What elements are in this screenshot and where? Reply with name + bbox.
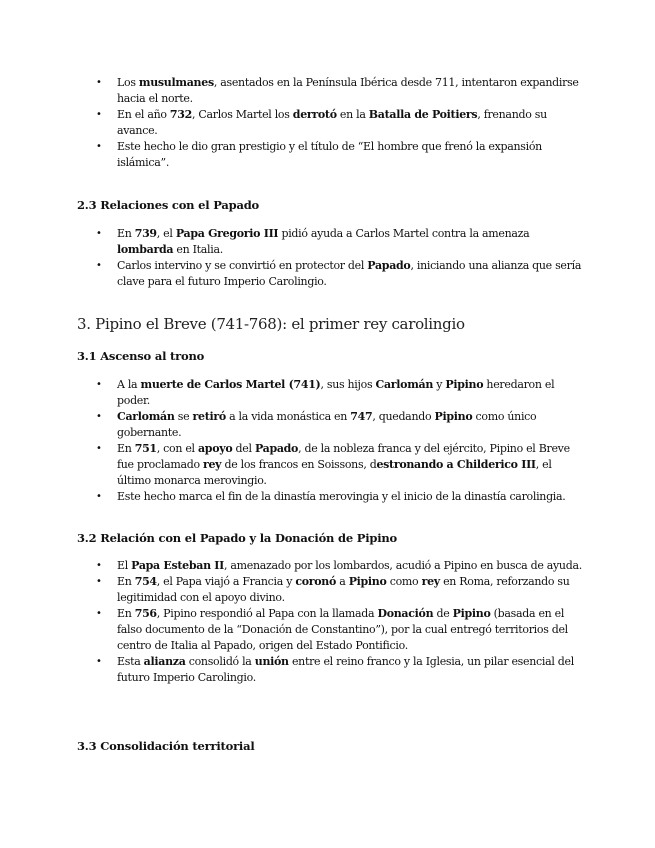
heading-3-3: 3.3 Consolidación territorial [77,739,255,753]
bold-text: retiró [192,410,226,423]
bold-text: Pipino [452,607,491,620]
text-segment: , el [156,227,176,240]
bold-text: Carlomán [375,378,434,391]
text-segment: a la vida monástica en [225,410,351,423]
bold-text: alianza [143,655,186,668]
text-segment: , de la nobleza franca y del ejército, Pipino el Breve fue proclamado [117,442,570,471]
list-item [0,75,655,107]
relaciones-papado-list [0,226,655,290]
list-item [0,107,655,139]
text-segment: entre el reino franco y la Iglesia, un pilar esencial del futuro Imperio Carolingio. [117,655,574,684]
bold-text: Papa Esteban II [131,559,225,572]
bold-text: 756 [134,607,157,620]
bold-text: Carlomán [117,410,175,423]
bold-text: Batalla de Poitiers [368,108,478,121]
ascenso-trono-list [0,377,655,505]
text-segment: En [117,227,135,240]
list-item [0,441,655,489]
bold-text: Papa Gregorio III [175,227,279,240]
text-segment: de los francos en Soissons, d [221,458,377,471]
text-segment: Carlos intervino y se convirtió en protector del [117,259,368,272]
bullet-list-intro [0,75,655,171]
bold-text: Papado [367,259,411,272]
list-item [0,574,655,606]
text-segment: En [117,575,135,588]
list-item [0,226,655,258]
text-segment: Los [117,76,139,89]
heading-2-3: 2.3 Relaciones con el Papado [77,198,260,212]
text-segment: (basada en el falso documento de la “Donación de Constantino”), por la cual entregó territorios del centro de Italia al Papado, origen del Estado Pontificio. [117,607,568,652]
bold-text: muerte de Carlos Martel (741) [140,378,321,391]
bold-text: derrotó [292,108,337,121]
text-segment: El [117,559,132,572]
text-segment: en Italia. [173,243,223,256]
bullet-list-3-1 [0,377,655,505]
list-item [0,558,655,574]
text-segment: pidió ayuda a Carlos Martel contra la amenaza [278,227,530,240]
text-segment: , el Papa viajó a Francia y [156,575,296,588]
heading-3-1: 3.1 Ascenso al trono [77,349,205,363]
list-item [0,139,655,171]
bold-text: 732 [169,108,192,121]
text-segment: se [174,410,193,423]
bold-text: Donación [377,607,434,620]
bold-text: unión [254,655,289,668]
bold-text: estronando a Childerico III [376,458,536,471]
bold-text: lombarda [117,243,174,256]
list-item [0,409,655,441]
text-segment: , con el [156,442,198,455]
text-segment: A la [117,378,141,391]
bold-text: apoyo [197,442,233,455]
bullet-list-3-2 [0,558,655,686]
heading-3-2: 3.2 Relación con el Papado y la Donación de Pipino [77,531,398,545]
bold-text: 751 [134,442,157,455]
bold-text: musulmanes [138,76,214,89]
text-segment: como único gobernante. [117,410,537,439]
text-segment: Este hecho marca el fin de la dinastía merovingia y el inicio de la dinastía carolingia. [117,490,566,503]
text-segment: , sus hijos [320,378,376,391]
list-item [0,377,655,409]
bold-text: Papado [254,442,299,455]
text-segment: , Carlos Martel los [191,108,293,121]
text-segment: En [117,607,135,620]
bold-text: coronó [295,575,337,588]
list-item [0,258,655,290]
bold-text: 754 [134,575,157,588]
bold-text: 739 [134,227,157,240]
text-segment: Esta [117,655,144,668]
bold-text: rey [421,575,440,588]
list-item [0,606,655,654]
donacion-pipino-list [0,558,655,686]
bold-text: Pipino [445,378,484,391]
bold-text: 747 [350,410,373,423]
bold-text: Pipino [348,575,387,588]
bold-text: rey [202,458,222,471]
text-segment: , Pipino respondió al Papa con la llamada [156,607,378,620]
text-segment: como [386,575,422,588]
list-item [0,654,655,686]
text-segment: en Roma, reforzando su legitimidad con el apoyo divino. [117,575,570,604]
text-segment: , quedando [372,410,435,423]
text-segment: a [336,575,349,588]
intro-list [0,75,655,171]
text-segment: Este hecho le dio gran prestigio y el título de “El hombre que frenó la expansión islámica”. [117,140,542,169]
list-item [0,489,655,505]
text-segment: consolidó la [185,655,255,668]
bullet-list-2-3 [0,226,655,290]
text-segment: del [232,442,255,455]
text-segment: , el último monarca merovingio. [117,458,552,487]
text-segment: heredaron el poder. [117,378,555,407]
text-segment: , asentados en la Península Ibérica desde 711, intentaron expandirse hacia el norte. [117,76,579,105]
text-segment: , frenando su avance. [117,108,547,137]
text-segment: , amenazado por los lombardos, acudió a Pipino en busca de ayuda. [224,559,582,572]
text-segment: en la [336,108,369,121]
text-segment: En [117,442,135,455]
text-segment: y [433,378,446,391]
heading-3: 3. Pipino el Breve (741-768): el primer rey carolingio [77,315,465,333]
text-segment: , iniciando una alianza que sería clave para el futuro Imperio Carolingio. [117,259,582,288]
text-segment: En el año [117,108,170,121]
bold-text: Pipino [434,410,473,423]
text-segment: de [433,607,453,620]
